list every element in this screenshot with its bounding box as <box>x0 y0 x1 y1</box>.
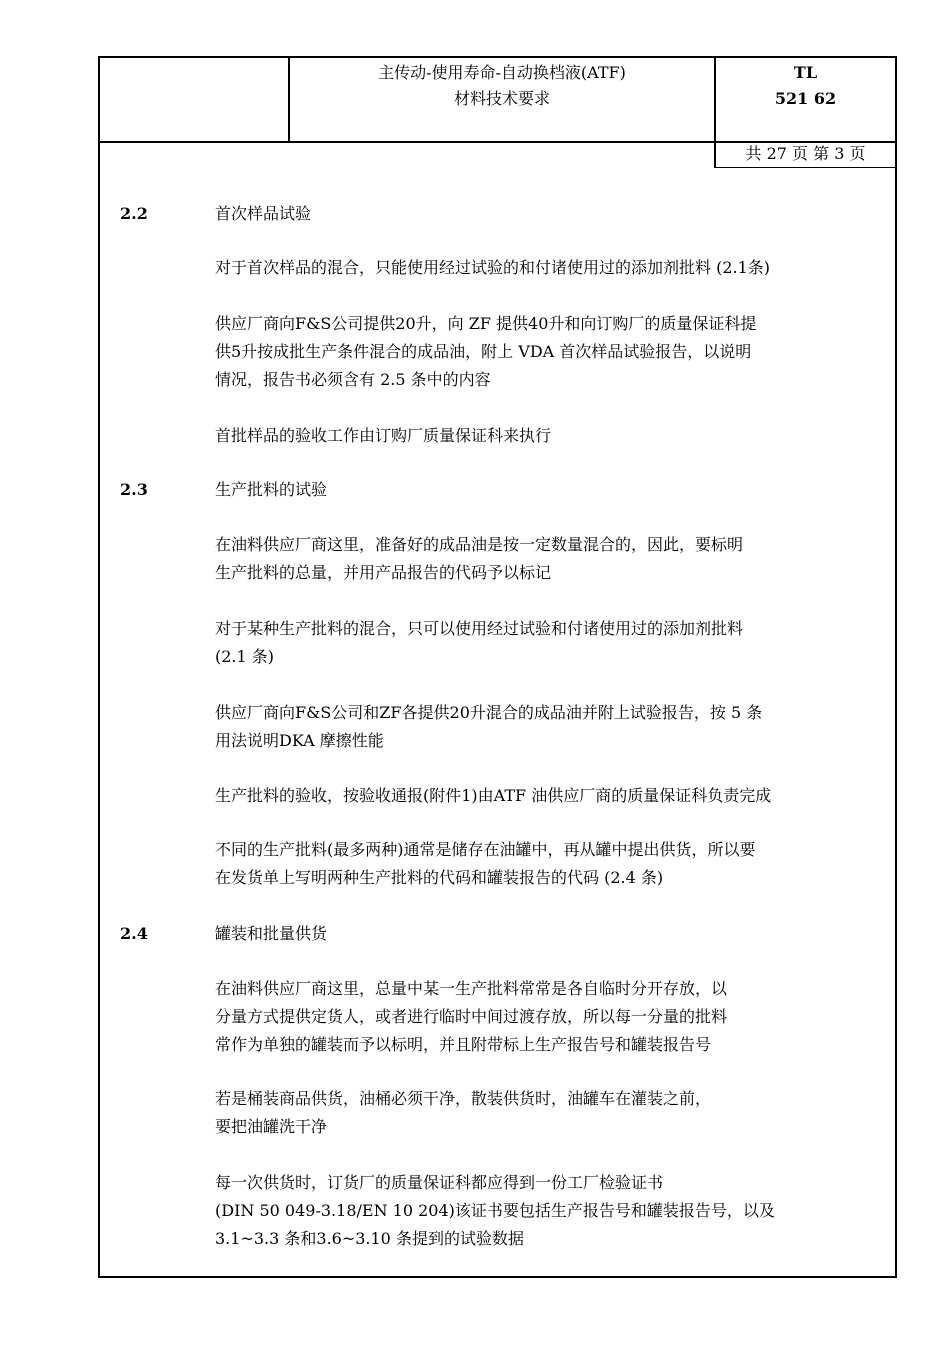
paragraph: 在油料供应厂商这里，准备好的成品油是按一定数量混合的，因此，要标明 生产批料的总量，并用产品报告的代码予以标记 <box>215 535 744 582</box>
document-header <box>100 58 895 143</box>
header-logo-cell <box>100 58 290 141</box>
paragraph: 在油料供应厂商这里，总量中某一生产批料常常是各自临时分开存放，以 分量方式提供定货人，或者进行临时中间过渡存放，所以每一分量的批料 常作为单独的罐装而予以标明，并且附带标上生产报告号和罐装报告号 <box>215 979 728 1054</box>
document-frame <box>98 56 897 1278</box>
paragraph: 不同的生产批料(最多两种)通常是储存在油罐中，再从罐中提出供货，所以要 在发货单上写明两种生产批料的代码和罐装报告的代码 (2.4 条) <box>215 840 756 887</box>
paragraph: 供应厂商向F&S公司和ZF各提供20升混合的成品油并附上试验报告，按 5 条 用法说明DKA 摩擦性能 <box>215 703 763 750</box>
doc-code-prefix: TL <box>793 63 818 82</box>
header-title-cell <box>290 58 714 141</box>
document-title: 主传动-使用寿命-自动换档液(ATF) <box>378 63 626 82</box>
paragraph: 每一次供货时，订货厂的质量保证科都应得到一份工厂检验证书 (DIN 50 049-3.18/EN 10 204)该证书要包括生产报告号和罐装报告号，以及 3.1~3.3 条和3.6~3.10 条提到的试验数据 <box>215 1173 775 1248</box>
paragraph: 对于某种生产批料的混合，只可以使用经过试验和付诸使用过的添加剂批料 (2.1 条) <box>215 619 744 666</box>
section-title: 罐装和批量供货 <box>215 924 328 943</box>
section-number: 2.3 <box>120 480 148 499</box>
section-title: 生产批料的试验 <box>215 480 328 499</box>
header-code-cell <box>714 58 895 141</box>
section-number: 2.2 <box>120 204 148 223</box>
doc-code-number: 521 62 <box>774 89 837 108</box>
section-number: 2.4 <box>120 924 148 943</box>
paragraph: 对于首次样品的混合，只能使用经过试验的和付诸使用过的添加剂批料 (2.1条) <box>215 258 771 277</box>
paragraph: 若是桶装商品供货，油桶必须干净，散装供货时，油罐车在灌装之前， 要把油罐洗干净 <box>215 1089 712 1136</box>
document-subtitle: 材料技术要求 <box>453 89 550 108</box>
page-indicator: 共 27 页 第 3 页 <box>714 141 895 168</box>
section-title: 首次样品试验 <box>215 204 312 223</box>
paragraph: 首批样品的验收工作由订购厂质量保证科来执行 <box>215 426 552 445</box>
paragraph: 供应厂商向F&S公司提供20升，向 ZF 提供40升和向订购厂的质量保证科提 供5升按成批生产条件混合的成品油，附上 VDA 首次样品试验报告，以说明 情况，报告书必须含有 2.5 条中的内容 <box>215 314 757 389</box>
paragraph: 生产批料的验收，按验收通报(附件1)由ATF 油供应厂商的质量保证科负责完成 <box>215 786 772 805</box>
